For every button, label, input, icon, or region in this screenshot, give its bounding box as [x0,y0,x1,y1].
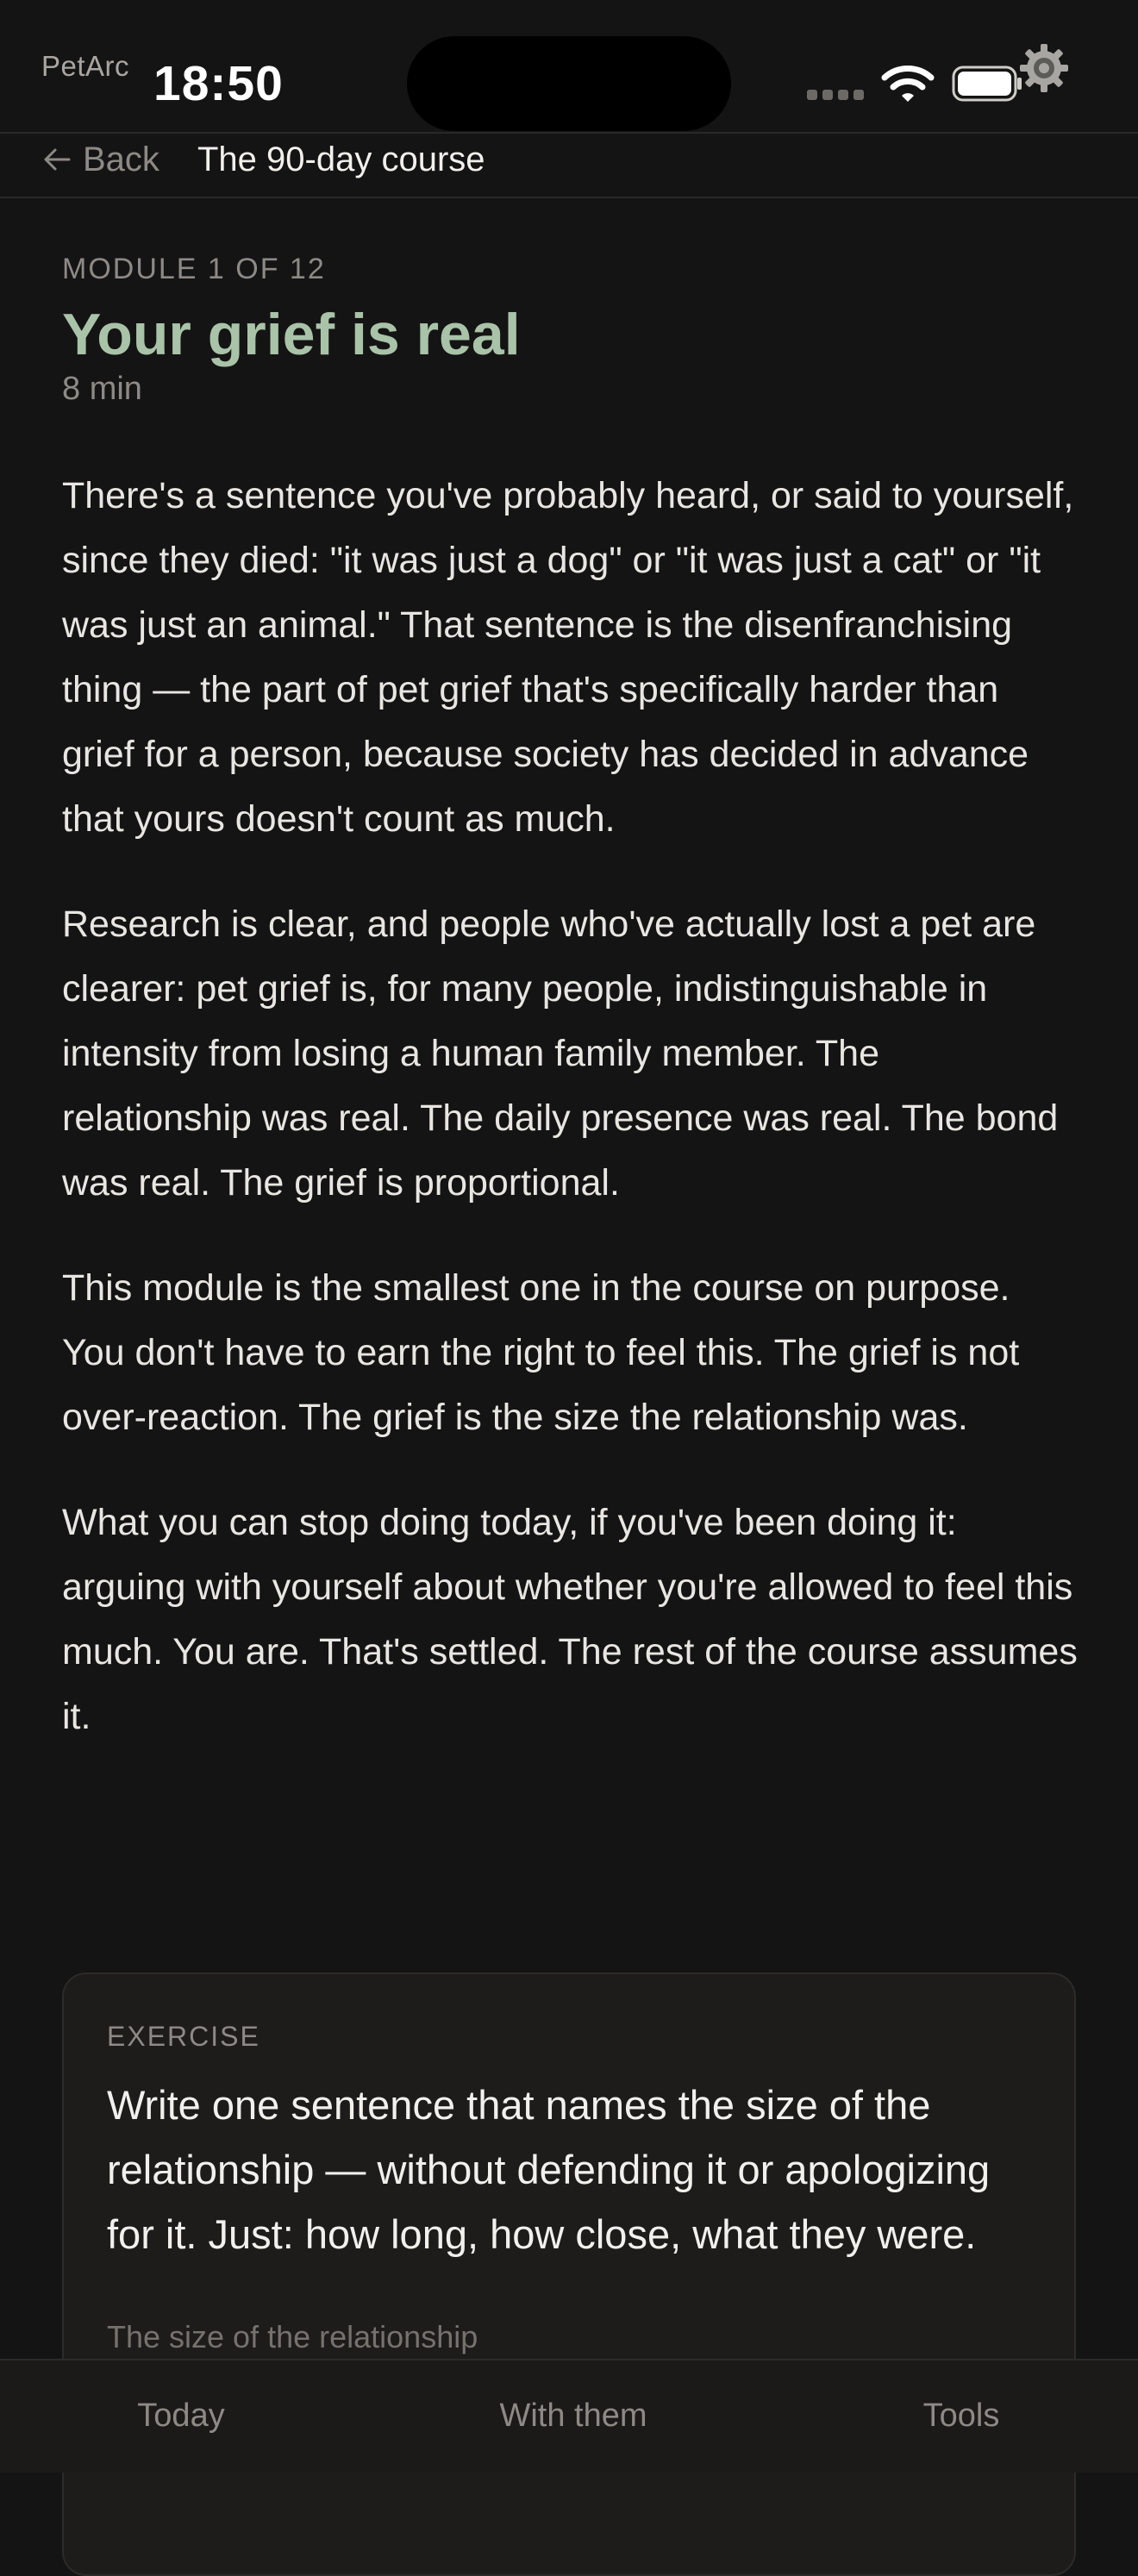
module-label: MODULE 1 OF 12 [62,253,326,285]
status-time: 18:50 [153,56,284,111]
nav-divider [0,197,1138,198]
module-body [62,464,1078,1749]
signal-dots-icon [807,90,864,100]
body-paragraph: This module is the smallest one in the course on purpose. You don't have to earn the right to feel this. The grief is not over-reaction. The grief is the size the relationship was. [62,1267,1020,1438]
tab-bar [0,2359,1138,2473]
dynamic-island [407,36,731,131]
gear-icon[interactable] [1017,41,1071,95]
tab-today[interactable]: Today [137,2398,225,2434]
module-duration: 8 min [62,371,142,407]
status-bar [0,0,1138,133]
exercise-prompt: Write one sentence that names the size of the relationship — without defending it or apologizing for it. Just: how long, how close, what they were. [107,2082,991,2257]
tab-with-them[interactable]: With them [499,2398,647,2434]
back-button[interactable] [43,134,159,185]
wifi-icon [881,64,935,103]
back-label: Back [83,140,159,178]
nav-bar [0,134,1138,197]
tab-tools[interactable]: Tools [922,2398,1000,2434]
exercise-label: EXERCISE [107,2021,260,2052]
back-arrow-icon [43,147,71,172]
body-paragraph: What you can stop doing today, if you've been doing it: arguing with yourself about whether you're allowed to feel this much. You are. That's settled. The rest of the course assumes it. [62,1502,1078,1737]
battery-icon [952,66,1022,102]
nav-title: The 90-day course [197,141,485,178]
app-name: PetArc [41,50,130,82]
module-content [62,245,1078,1790]
body-paragraph: There's a sentence you've probably heard, or said to yourself, since they died: "it was just a dog" or "it was just a cat" or "it was just an animal." That sentence is the disenfranchising thing — the part of pet grief that's specifically harder than grief for a person, because society has decided in advance that yours doesn't count as much. [62,475,1074,840]
module-title: Your grief is real [62,302,521,367]
exercise-card [62,1973,1076,2576]
relationship-field-label: The size of the relationship [107,2319,478,2354]
body-paragraph: Research is clear, and people who've actually lost a pet are clearer: pet grief is, for many people, indistinguishable in intensity from losing a human family member. The relationship was real. The daily presence was real. The bond was real. The grief is proportional. [62,903,1059,1204]
